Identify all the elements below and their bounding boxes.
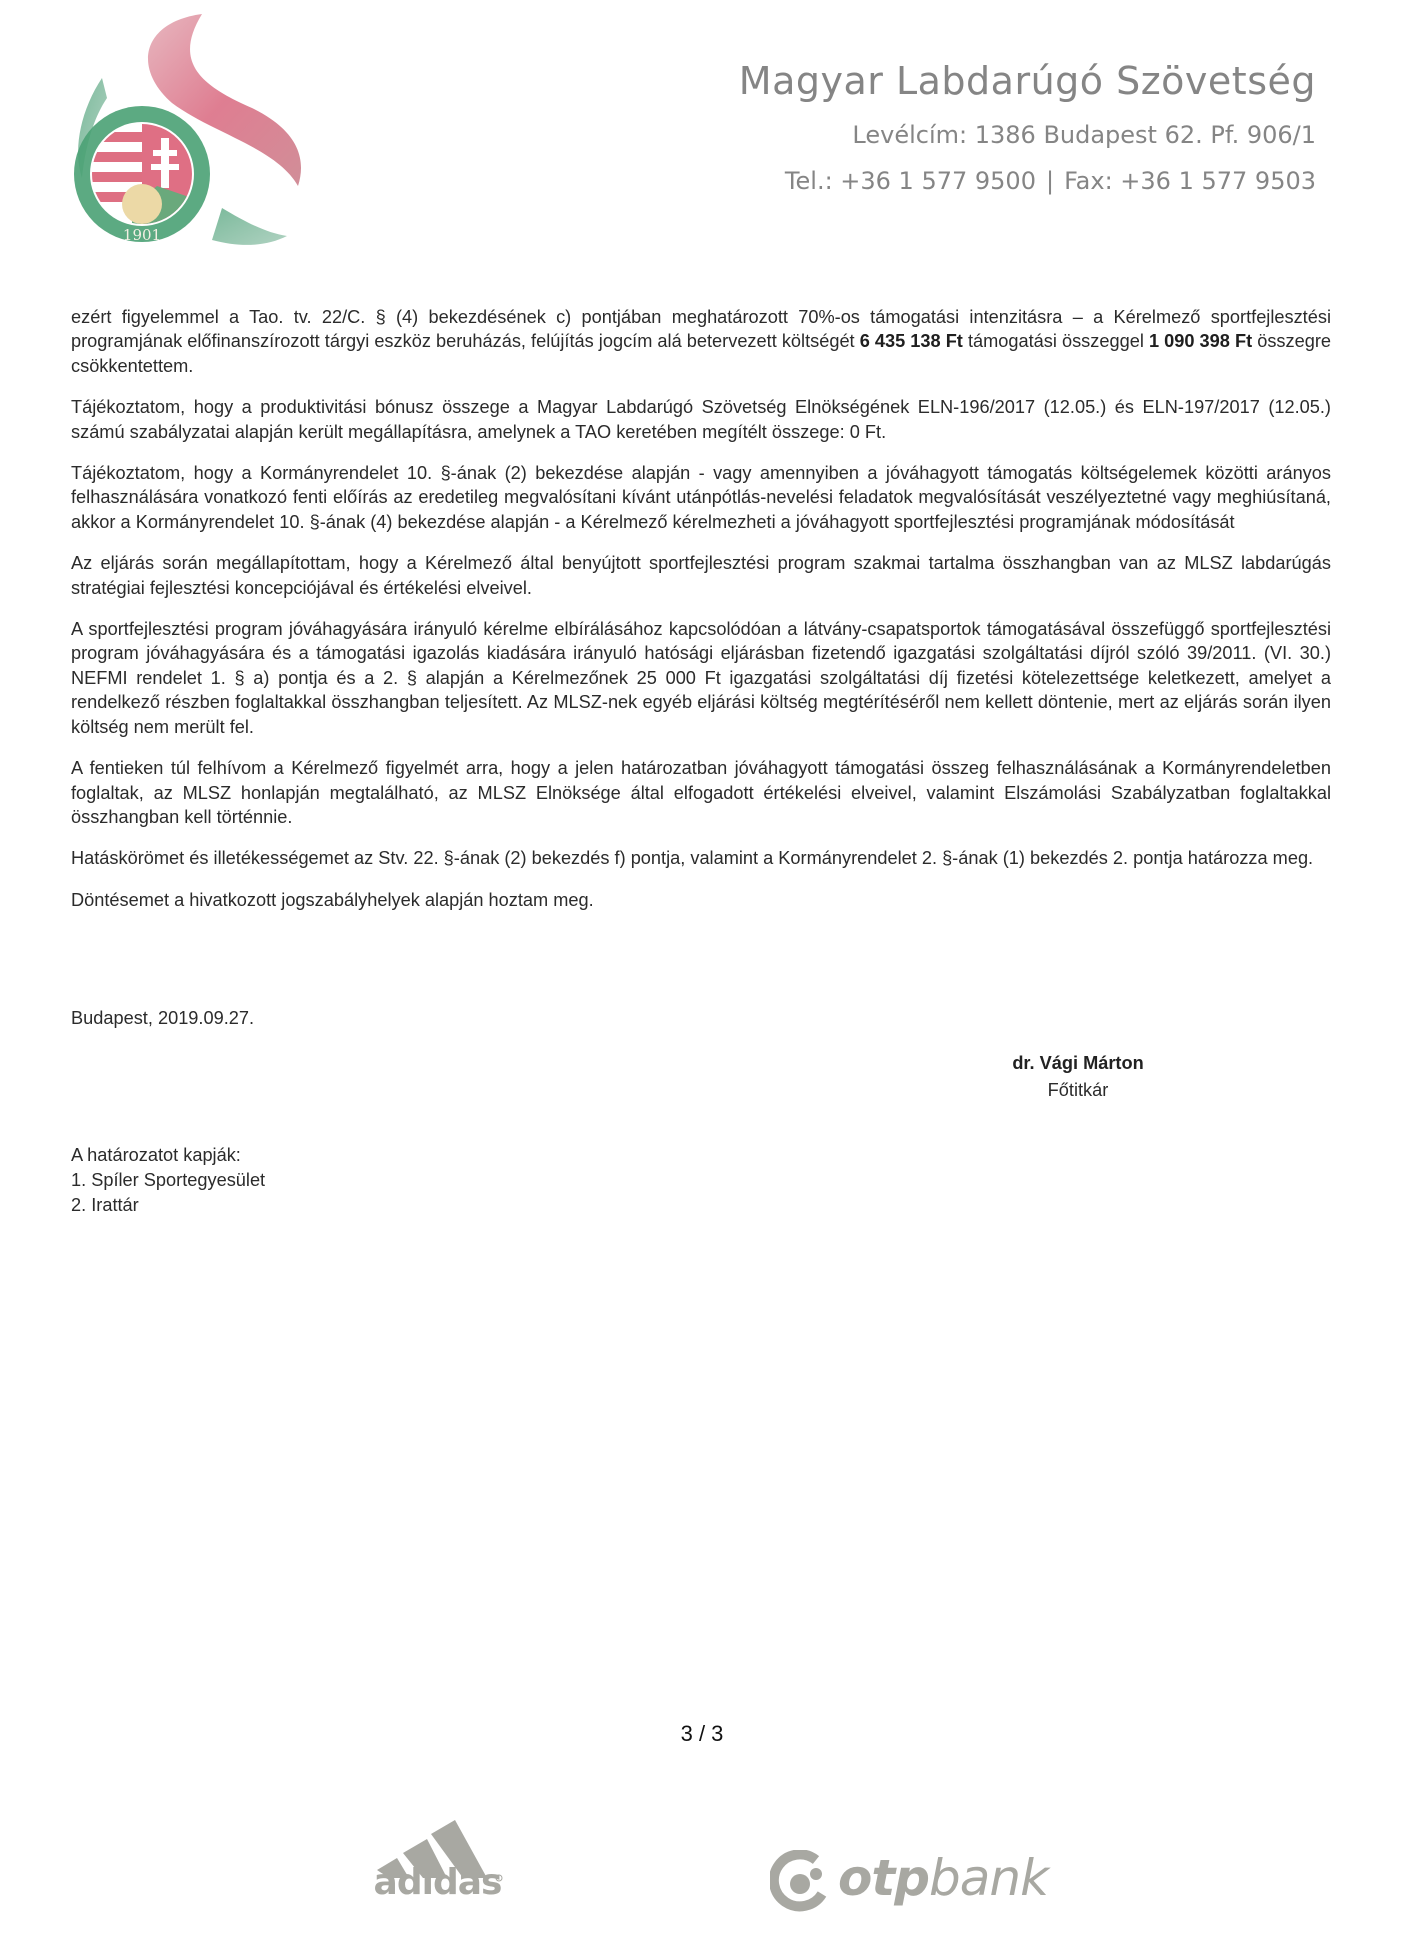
paragraph: Az eljárás során megállapítottam, hogy a Kérelmező által benyújtott sportfejlesztési program szakmai tartalma összhangban van az MLSZ labdarúgás stratégiai fejlesztési koncepciójával és értékelési elveivel. bbox=[71, 553, 1331, 598]
recipients-heading: A határozatot kapják: bbox=[71, 1145, 241, 1165]
paragraph: A sportfejlesztési program jóváhagyására irányuló kérelme elbírálásához kapcsolódóan a látvány-csapatsportok támogatásával összefüggő sportfejlesztési program jóváhagyására és a támogatási igazolás kiadására irányuló hatósági eljárásban fizetendő igazgatási szolgáltatási díjról szóló 39/2011. (VI. 30.) NEFMI rendelet 1. § a) pontja és a 2. § alapján a Kérelmezőnek 25 000 Ft igazgatási szolgáltatási díj fizetési kötelezettsége keletkezett, amelyet a rendelkező részben foglaltakkal összhangban teljesített. Az MLSZ-nek egyéb eljárási költség megtérítéséről nem kellett döntenie, mert az eljárás során ilyen költség nem merült fel. bbox=[71, 619, 1331, 737]
signature-block bbox=[960, 1050, 1196, 1104]
org-contact bbox=[739, 166, 1316, 196]
letterhead bbox=[739, 56, 1316, 196]
org-address: Levélcím: 1386 Budapest 62. Pf. 906/1 bbox=[852, 121, 1316, 149]
separator: | bbox=[1045, 167, 1055, 195]
paragraph: Döntésemet a hivatkozott jogszabályhelyek alapján hoztam meg. bbox=[71, 889, 594, 910]
svg-text:1901: 1901 bbox=[122, 226, 162, 244]
document-date: Budapest, 2019.09.27. bbox=[71, 1008, 255, 1028]
reduced-amount: 1 090 398 Ft bbox=[1148, 331, 1253, 352]
original-cost-amount: 6 435 138 Ft bbox=[859, 331, 963, 352]
otpbank-wordmark: otpbank bbox=[838, 1849, 1049, 1907]
org-name: Magyar Labdarúgó Szövetség bbox=[738, 59, 1316, 103]
org-fax: Fax: +36 1 577 9503 bbox=[1064, 167, 1316, 195]
paragraph: A fentieken túl felhívom a Kérelmező figyelmét arra, hogy a jelen határozatban jóváhagyott támogatási összeg felhasználásának a Kormányrendeletben foglaltak, az MLSZ honlapján megtalálható, az MLSZ Elnöksége által elfogadott értékelési elveivel, valamint Elszámolási Szabályzatban foglaltakkal összhangban kell történnie. bbox=[71, 758, 1331, 827]
page-number: 3 / 3 bbox=[680, 1721, 724, 1746]
paragraph: Tájékoztatom, hogy a produktivitási bónusz összege a Magyar Labdarúgó Szövetség Elnökségének ELN-196/2017 (12.05.) és ELN-197/2017 (12.05.) számú szabályzatai alapján került megállapításra, amelynek a TAO keretében megítélt összege: 0 Ft. bbox=[71, 397, 1331, 442]
paragraph: Hatáskörömet és illetékességemet az Stv. 22. §-ának (2) bekezdés f) pontja, valamint a Kormányrendelet 2. §-ának (1) bekezdés 2. pontja határozza meg. bbox=[71, 848, 1314, 869]
adidas-wordmark: adidas bbox=[373, 1862, 502, 1903]
paragraph: ezért figyelemmel a Tao. tv. 22/C. § (4) bekezdésének c) pontjában meghatározott 70%-os támogatási intenzitásra – a Kérelmező sportfejlesztési programjának előfinanszírozott tárgyi eszköz beruházás, felújítás jogcím alá betervezett költségét 6 435 138 Ft támogatási összeggel 1 090 398 Ft összegre csökkentettem. bbox=[71, 307, 1332, 376]
signatory-title: Főtitkár bbox=[1047, 1080, 1109, 1100]
mlsz-logo-icon bbox=[62, 8, 322, 258]
recipient-item: 1. Spíler Sportegyesület bbox=[71, 1170, 266, 1190]
document-body bbox=[71, 305, 1331, 929]
otpbank-logo-icon bbox=[770, 1849, 1049, 1920]
adidas-logo-icon bbox=[365, 1818, 510, 1910]
org-phone: Tel.: +36 1 577 9500 bbox=[784, 167, 1036, 195]
paragraph: Tájékoztatom, hogy a Kormányrendelet 10. §-ának (2) bekezdése alapján - vagy amennyiben a jóváhagyott támogatás költségelemek közötti arányos felhasználására vonatkozó fenti előírás az eredetileg megvalósítani kívánt utánpótlás-nevelési feladatok megvalósítását veszélyeztetné vagy meghiúsítaná, akkor a Kormányrendelet 10. §-ának (4) bekezdése alapján - a Kérelmező kérelmezheti a jóváhagyott sportfejlesztési programjának módosítását bbox=[71, 463, 1331, 532]
recipients-list bbox=[71, 1143, 265, 1218]
signatory-name: dr. Vági Márton bbox=[1012, 1053, 1144, 1073]
recipient-item: 2. Irattár bbox=[71, 1195, 139, 1215]
